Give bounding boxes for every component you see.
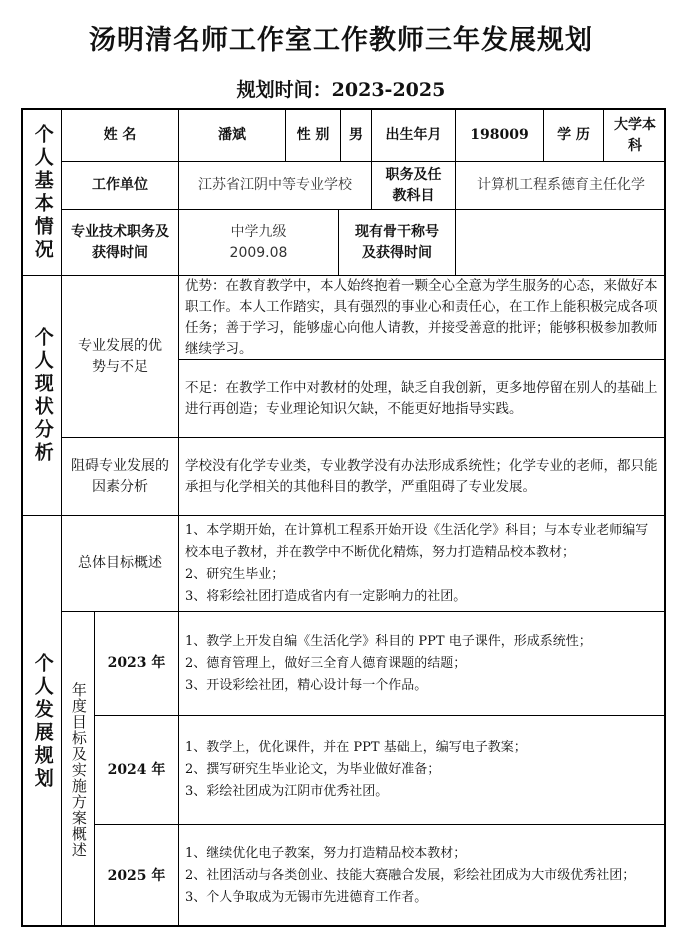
overall-goal-item: 1、本学期开始，在计算机工程系开始开设《生活化学》科目；与本专业老师编写校本电子教材，并在教学中不断优化精炼，努力打造精品校本教材；	[185, 522, 649, 560]
unit-value: 江苏省江阴中等专业学校	[179, 162, 372, 210]
plan-item: 1、教学上，优化课件，并在 PPT 基础上，编写电子教案；	[185, 740, 527, 755]
duty-value: 计算机工程系德育主任化学	[456, 162, 666, 210]
duty-label: 职务及任教科目	[372, 162, 456, 210]
overall-goal-item: 2、研究生毕业；	[185, 566, 285, 582]
advantages-text: 优势：在教育教学中，本人始终抱着一颗全心全意为学生服务的心态，来做好本职工作。本人工作踏实，具有强烈的事业心和责任心，在工作上能积极完成各项任务；善于学习，能够虚心向他人请教，并接受善意的批评；能够积极参加教师继续学习。	[179, 276, 666, 360]
name-value: 潘斌	[179, 110, 286, 162]
plan-item: 3、个人争取成为无锡市先进德育工作者。	[185, 890, 428, 905]
backbone-title-value	[456, 210, 666, 276]
plan-item: 1、继续优化电子教案，努力打造精品校本教材；	[185, 846, 467, 861]
tech-title-value	[179, 210, 339, 276]
year-2023-label: 2023 年	[95, 612, 179, 716]
plan-table	[21, 108, 666, 927]
name-label: 姓 名	[62, 110, 179, 162]
shortcomings-text: 不足：在教学工作中对教材的处理，缺乏自我创新，更多地停留在别人的基础上进行再创造；专业理论知识欠缺，不能更好地指导实践。	[179, 360, 666, 438]
backbone-title-label: 现有骨干称号及获得时间	[339, 210, 456, 276]
section-development-plan: 个人发展规划	[23, 516, 62, 927]
year-2025-plan	[179, 825, 666, 927]
year-2023-plan	[179, 612, 666, 716]
plan-item: 1、教学上开发自编《生活化学》科目的 PPT 电子课件，形成系统性；	[185, 633, 592, 649]
plan-time: 规划时间：2023-2025	[236, 79, 446, 101]
obstacles-label: 阻碍专业发展的因素分析	[62, 438, 179, 516]
document-title: 汤明清名师工作室工作教师三年发展规划	[89, 25, 593, 56]
birth-value: 198009	[456, 110, 544, 162]
year-2025-label: 2025 年	[95, 825, 179, 927]
plan-item: 2、撰写研究生毕业论文，为毕业做好准备；	[185, 762, 441, 777]
overall-goal-list	[179, 516, 666, 612]
birth-label: 出生年月	[372, 110, 456, 162]
plan-item: 2、社团活动与各类创业、技能大赛融合发展，彩绘社团成为大市级优秀社团；	[185, 868, 636, 883]
section-basic-info: 个人基本情况	[23, 110, 62, 276]
plan-item: 2、德育管理上，做好三全育人德育课题的结题；	[185, 655, 467, 671]
annual-goal-label: 年度目标及实施方案概述	[62, 612, 95, 927]
tech-title-date: 2009.08	[229, 244, 288, 261]
plan-item: 3、开设彩绘社团，精心设计每一个作品。	[185, 677, 428, 693]
year-2024-label: 2024 年	[95, 716, 179, 825]
unit-label: 工作单位	[62, 162, 179, 210]
tech-title-grade: 中学九级	[230, 224, 287, 241]
plan-item: 3、彩绘社团成为江阴市优秀社团。	[185, 784, 389, 799]
overall-goal-label: 总体目标概述	[62, 516, 179, 612]
education-label: 学 历	[544, 110, 604, 162]
tech-title-label: 专业技术职务及获得时间	[62, 210, 179, 276]
year-2024-plan	[179, 716, 666, 825]
gender-value: 男	[341, 110, 372, 162]
advantages-label: 专业发展的优势与不足	[62, 276, 179, 438]
overall-goal-item: 3、将彩绘社团打造成省内有一定影响力的社团。	[185, 588, 467, 604]
gender-label: 性 别	[286, 110, 341, 162]
education-value: 大学本科	[604, 110, 666, 162]
section-status-analysis: 个人现状分析	[23, 276, 62, 516]
obstacles-text: 学校没有化学专业类，专业教学没有办法形成系统性；化学专业的老师，都只能承担与化学相关的其他科目的教学，严重阻碍了专业发展。	[179, 438, 666, 516]
